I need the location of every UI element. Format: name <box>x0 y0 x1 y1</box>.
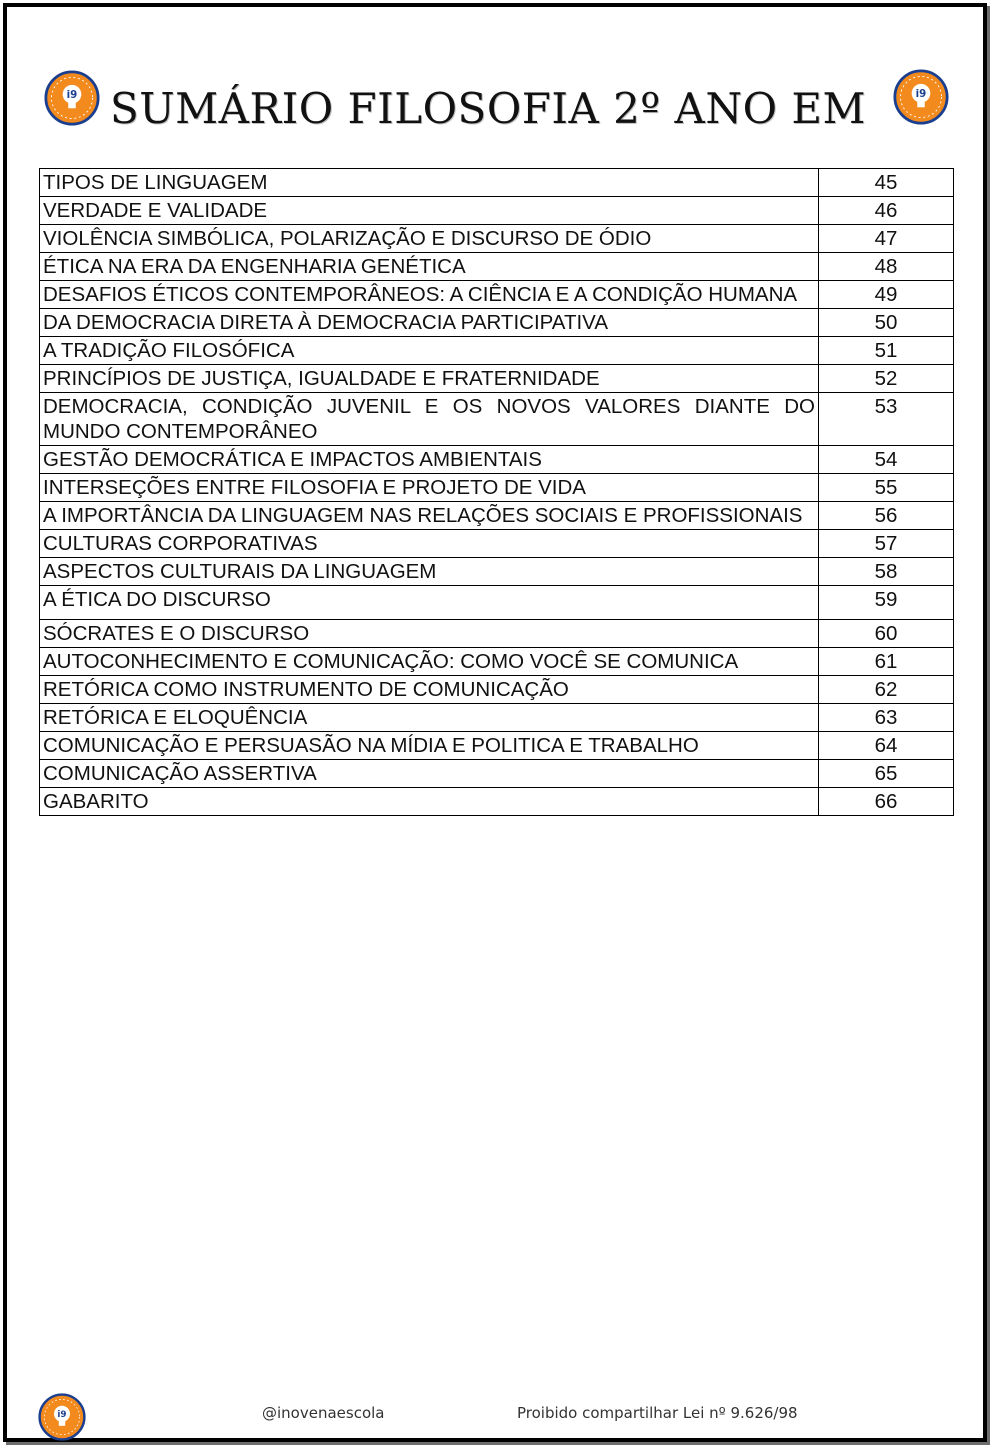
toc-page-number: 62 <box>819 676 954 704</box>
toc-topic: DESAFIOS ÉTICOS CONTEMPORÂNEOS: A CIÊNCIA E A CONDIÇÃO HUMANA <box>40 281 819 309</box>
toc-row <box>40 676 954 704</box>
toc-row <box>40 309 954 337</box>
toc-page-number: 64 <box>819 732 954 760</box>
toc-row <box>40 474 954 502</box>
toc-page-number: 59 <box>819 586 954 620</box>
toc-page-number: 49 <box>819 281 954 309</box>
toc-row <box>40 169 954 197</box>
toc-topic: VIOLÊNCIA SIMBÓLICA, POLARIZAÇÃO E DISCURSO DE ÓDIO <box>40 225 819 253</box>
toc-topic: GABARITO <box>40 788 819 816</box>
toc-page-number: 50 <box>819 309 954 337</box>
toc-row <box>40 253 954 281</box>
toc-topic: TIPOS DE LINGUAGEM <box>40 169 819 197</box>
toc-row <box>40 648 954 676</box>
toc-page-number: 51 <box>819 337 954 365</box>
toc-row <box>40 393 954 446</box>
toc-row <box>40 704 954 732</box>
toc-row <box>40 446 954 474</box>
toc-row <box>40 225 954 253</box>
toc-page-number: 52 <box>819 365 954 393</box>
table-of-contents <box>39 168 954 816</box>
page-title: SUMÁRIO FILOSOFIA 2º ANO EM <box>109 84 867 133</box>
toc-topic: COMUNICAÇÃO ASSERTIVA <box>40 760 819 788</box>
toc-row <box>40 760 954 788</box>
toc-topic: DA DEMOCRACIA DIRETA À DEMOCRACIA PARTICIPATIVA <box>40 309 819 337</box>
toc-topic: PRINCÍPIOS DE JUSTIÇA, IGUALDADE E FRATERNIDADE <box>40 365 819 393</box>
svg-text:i9: i9 <box>915 88 927 100</box>
toc-row <box>40 732 954 760</box>
toc-topic: ASPECTOS CULTURAIS DA LINGUAGEM <box>40 558 819 586</box>
toc-topic: A ÉTICA DO DISCURSO <box>40 586 819 620</box>
toc-page-number: 58 <box>819 558 954 586</box>
svg-text:i9: i9 <box>66 89 78 101</box>
toc-topic: VERDADE E VALIDADE <box>40 197 819 225</box>
toc-topic: GESTÃO DEMOCRÁTICA E IMPACTOS AMBIENTAIS <box>40 446 819 474</box>
toc-topic: INTERSEÇÕES ENTRE FILOSOFIA E PROJETO DE VIDA <box>40 474 819 502</box>
toc-row <box>40 788 954 816</box>
toc-topic: RETÓRICA COMO INSTRUMENTO DE COMUNICAÇÃO <box>40 676 819 704</box>
toc-topic: A IMPORTÂNCIA DA LINGUAGEM NAS RELAÇÕES SOCIAIS E PROFISSIONAIS <box>40 502 819 530</box>
toc-page-number: 48 <box>819 253 954 281</box>
footer-social-handle: @inovenaescola <box>262 1404 385 1422</box>
toc-page-number: 60 <box>819 620 954 648</box>
toc-topic: COMUNICAÇÃO E PERSUASÃO NA MÍDIA E POLITICA E TRABALHO <box>40 732 819 760</box>
toc-topic: DEMOCRACIA, CONDIÇÃO JUVENIL E OS NOVOS VALORES DIANTE DO MUNDO CONTEMPORÂNEO <box>40 393 819 446</box>
i9-logo-icon <box>38 1393 86 1441</box>
toc-page-number: 57 <box>819 530 954 558</box>
toc-topic: CULTURAS CORPORATIVAS <box>40 530 819 558</box>
toc-topic: A TRADIÇÃO FILOSÓFICA <box>40 337 819 365</box>
toc-page-number: 63 <box>819 704 954 732</box>
toc-row <box>40 586 954 620</box>
toc-row <box>40 620 954 648</box>
footer-copyright-notice: Proibido compartilhar Lei nº 9.626/98 <box>517 1404 798 1422</box>
toc-page-number: 65 <box>819 760 954 788</box>
svg-text:i9: i9 <box>57 1410 67 1420</box>
toc-row <box>40 337 954 365</box>
toc-row <box>40 197 954 225</box>
toc-page-number: 47 <box>819 225 954 253</box>
toc-page-number: 54 <box>819 446 954 474</box>
toc-page-number: 61 <box>819 648 954 676</box>
toc-topic: ÉTICA NA ERA DA ENGENHARIA GENÉTICA <box>40 253 819 281</box>
toc-row <box>40 281 954 309</box>
toc-page-number: 55 <box>819 474 954 502</box>
toc-page-number: 45 <box>819 169 954 197</box>
toc-topic: RETÓRICA E ELOQUÊNCIA <box>40 704 819 732</box>
toc-page-number: 46 <box>819 197 954 225</box>
toc-page-number: 66 <box>819 788 954 816</box>
toc-page-number: 56 <box>819 502 954 530</box>
toc-page-number: 53 <box>819 393 954 446</box>
toc-row <box>40 502 954 530</box>
toc-topic: AUTOCONHECIMENTO E COMUNICAÇÃO: COMO VOCÊ SE COMUNICA <box>40 648 819 676</box>
toc-row <box>40 530 954 558</box>
toc-row <box>40 558 954 586</box>
toc-row <box>40 365 954 393</box>
toc-topic: SÓCRATES E O DISCURSO <box>40 620 819 648</box>
